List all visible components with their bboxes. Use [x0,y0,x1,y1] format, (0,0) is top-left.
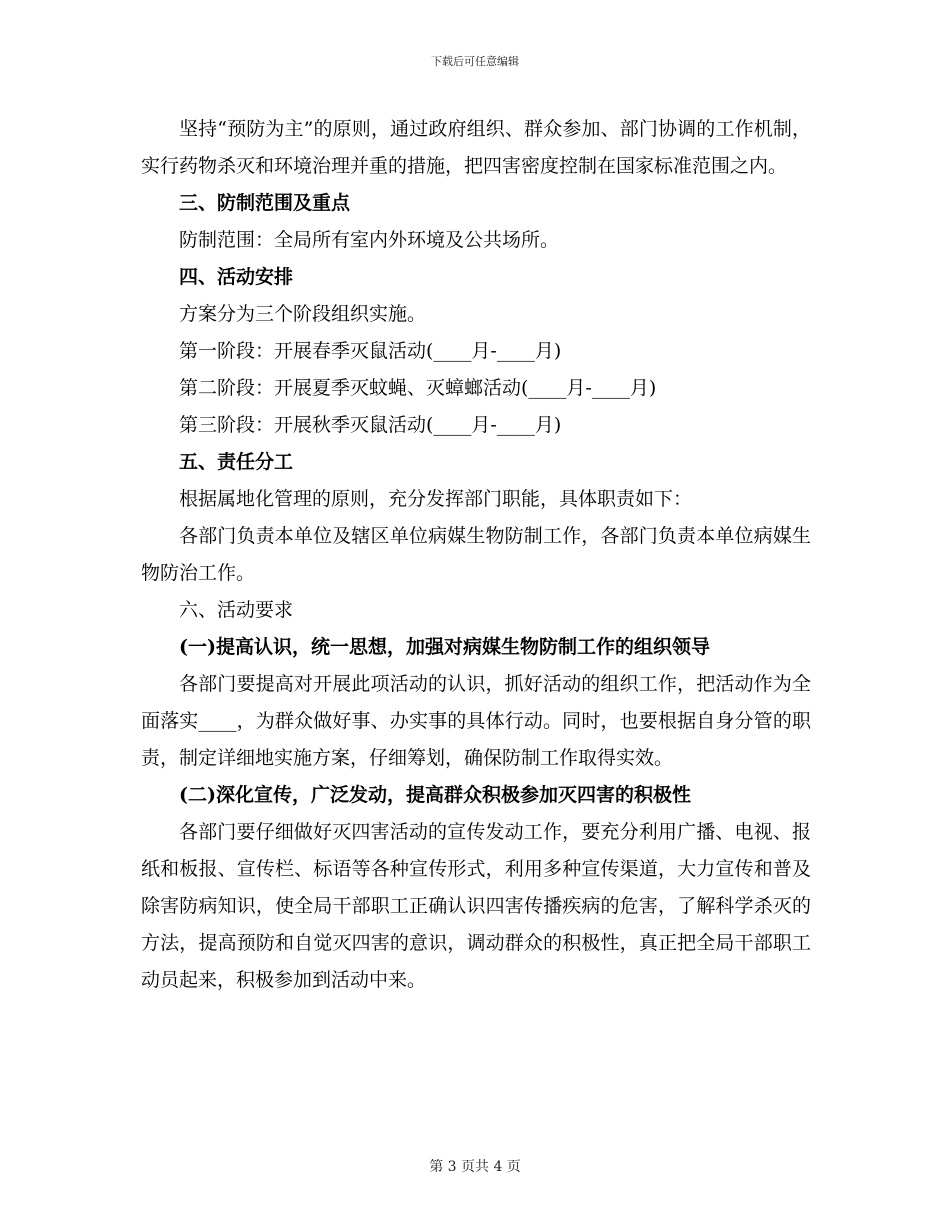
page-footer: 第 3 页共 4 页 [429,1159,521,1175]
document-body [141,111,811,999]
subheading-publicity: (二)深化宣传，广泛发动，提高群众积极参加灭四害的积极性 [179,784,691,806]
paragraph-phase-3: 第三阶段：开展秋季灭鼠活动(____月-____月) [179,414,562,436]
paragraph-phase-2: 第二阶段：开展夏季灭蚊蝇、灭蟑螂活动(____月-____月) [179,377,657,399]
paragraph-responsibility-intro: 根据属地化管理的原则，充分发挥部门职能，具体职责如下： [179,488,693,510]
paragraph-publicity: 各部门要仔细做好灭四害活动的宣传发动工作，要充分利用广播、电视、报纸和板报、宣传栏、标语等各种宣传形式，利用多种宣传渠道，大力宣传和普及除害防病知识，使全局干部职工正确认识四害传播疾病的危害，了解科学杀灭的方法，提高预防和自觉灭四害的意识，调动群众的积极性，真正把全局干部职工动员起来，积极参加到活动中来。 [141,821,811,991]
paragraph-scope: 防制范围：全局所有室内外环境及公共场所。 [179,229,560,251]
paragraph-schedule-intro: 方案分为三个阶段组织实施。 [179,303,427,325]
paragraph-responsibility-detail: 各部门负责本单位及辖区单位病媒生物防制工作，各部门负责本单位病媒生物防治工作。 [141,525,811,584]
subheading-awareness: (一)提高认识，统一思想，加强对病媒生物防制工作的组织领导 [179,636,710,658]
heading-requirements: 六、活动要求 [179,599,294,621]
heading-responsibility: 五、责任分工 [179,451,294,473]
page-header: 下载后可任意编辑 [431,55,519,68]
paragraph-awareness: 各部门要提高对开展此项活动的认识，抓好活动的组织工作，把活动作为全面落实____，为群众做好事、办实事的具体行动。同时，也要根据自身分管的职责，制定详细地实施方案，仔细筹划，确保防制工作取得实效。 [141,673,811,769]
paragraph-phase-1: 第一阶段：开展春季灭鼠活动(____月-____月) [179,340,562,362]
heading-schedule: 四、活动安排 [179,266,294,288]
paragraph-principle: 坚持“预防为主”的原则，通过政府组织、群众参加、部门协调的工作机制，实行药物杀灭和环境治理并重的措施，把四害密度控制在国家标准范围之内。 [141,118,811,177]
heading-scope: 三、防制范围及重点 [179,192,351,214]
